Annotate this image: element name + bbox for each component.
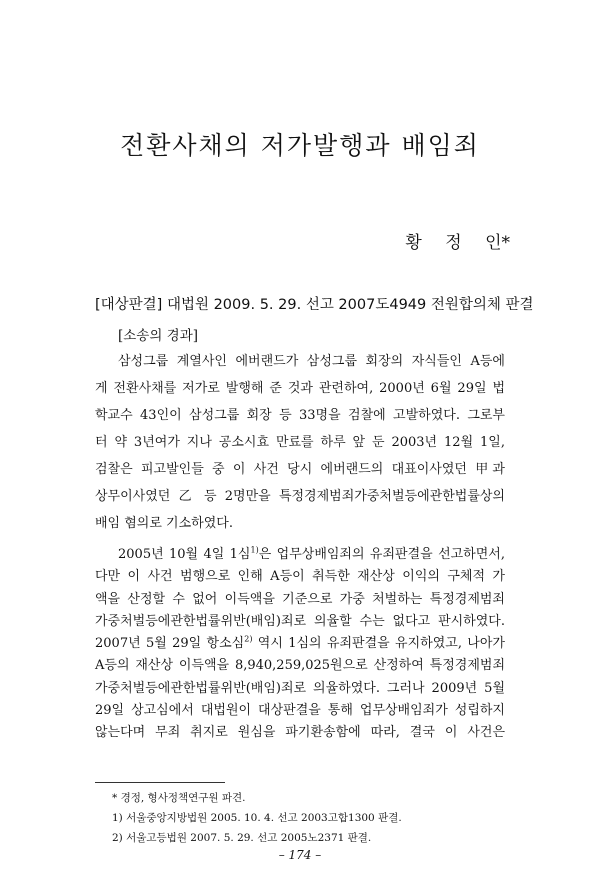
body-line: A등의 재산상 이득액을 8,940,259,025원으로 산정하여 특정경제범죄 xyxy=(95,658,505,674)
body-line: 가중처벌등에관한법률위반(배임)죄로 의율하였다. 그러나 2009년 5월 xyxy=(95,680,505,696)
footnote-ref: 2) xyxy=(244,634,253,644)
page-number: – 174 – xyxy=(278,848,322,862)
footnote-divider xyxy=(95,782,225,783)
author-name: 황 정 인* xyxy=(405,233,510,253)
footnote-ref: 1) xyxy=(250,545,259,555)
body-line: 터 약 3년여가 지나 공소시효 만료를 하루 앞 둔 2003년 12월 1일, xyxy=(95,435,505,450)
body-line: 2005년 10월 4일 1심$^{1)}$은 업무상배임죄의 유죄판결을 선고하면서, xyxy=(118,545,505,562)
body-line: 다만 이 사건 범행으로 인해 A등이 취득한 재산상 이익의 구체적 가 xyxy=(95,569,505,585)
body-line: 검찰은 피고발인들 중 이 사건 당시 에버랜드의 대표이사였던 甲과 xyxy=(95,462,505,477)
section-heading: [소송의 경과] xyxy=(118,328,199,344)
body-line: 배임 혐의로 기소하였다. xyxy=(95,516,233,531)
body-line: 액을 산정할 수 없어 이득액을 기준으로 가중 처벌하는 특정경제범죄 xyxy=(95,591,505,607)
body-line: 않는다며 무죄 취지로 원심을 파기환송함에 따라, 결국 이 사건은 xyxy=(95,725,505,741)
body-line: 학교수 43인이 삼성그룹 회장 등 33명을 검찰에 고발하였다. 그로부 xyxy=(95,408,505,423)
case-reference: [대상판결] 대법원 2009. 5. 29. 선고 2007도4949 전원합의체 판결 xyxy=(95,297,534,313)
body-line: 상무이사였던 乙 등 2명만을 특정경제범죄가중처벌등에관한법률상의 xyxy=(95,489,505,504)
body-line: 가중처벌등에관한법률위반(배임)죄로 의율할 수는 없다고 판시하였다. xyxy=(95,613,505,629)
footnote: * 경정, 형사정책연구원 파견. xyxy=(112,792,246,804)
body-line: 삼성그룹 계열사인 에버랜드가 삼성그룹 회장의 자식들인 A등에 xyxy=(118,354,505,369)
paper-title: 전환사채의 저가발행과 배임죄 xyxy=(120,131,480,160)
body-line: 29일 상고심에서 대법원이 대상판결을 통해 업무상배임죄가 성립하지 xyxy=(95,702,505,718)
footnote: 2) 서울고등법원 2007. 5. 29. 선고 2005노2371 판결. xyxy=(112,832,372,844)
footnote: 1) 서울중앙지방법원 2005. 10. 4. 선고 2003고합1300 판결. xyxy=(112,812,402,824)
body-line: 2007년 5월 29일 항소심$^{2)}$ 역시 1심의 유죄판결을 유지하였고, 나아가 xyxy=(95,634,505,652)
body-line: 게 전환사채를 저가로 발행해 준 것과 관련하여, 2000년 6월 29일 법 xyxy=(95,381,505,396)
